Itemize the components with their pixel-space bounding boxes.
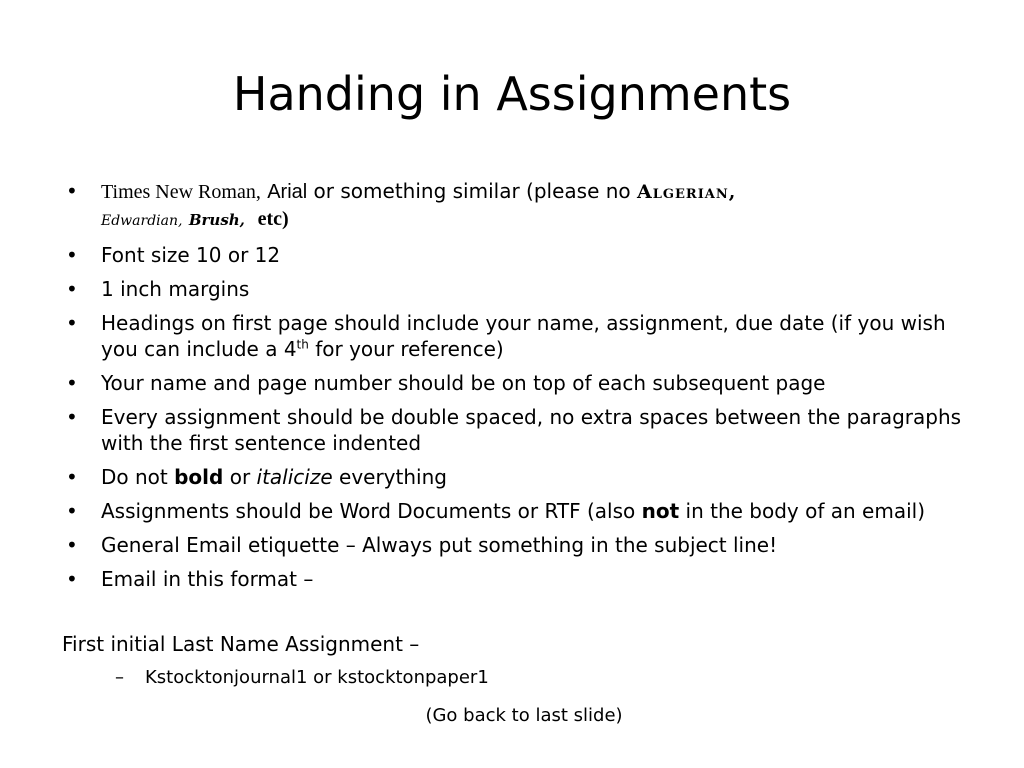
back-note: (Go back to last slide) <box>425 705 623 726</box>
font-arial-label: Arial <box>267 181 308 203</box>
bullet-text: Headings on first page should include your name, assignment, due date (if you wish you can include a 4 <box>101 311 946 361</box>
bullet-marker: • <box>66 311 78 335</box>
bullet-marker: • <box>66 533 78 557</box>
bold-word: bold <box>174 465 224 489</box>
bullet-text: General Email etiquette – Always put something in the subject line! <box>101 533 778 557</box>
bullet-text: Email in this format – <box>101 567 314 591</box>
bullet-list <box>62 178 982 600</box>
bullet-fonts <box>62 178 982 234</box>
bullet-text: 1 inch margins <box>101 277 250 301</box>
bullet-headings <box>62 310 982 362</box>
superscript-th: th <box>296 337 309 352</box>
bullet-text-after: everything <box>332 465 447 489</box>
format-line: First initial Last Name Assignment – <box>62 632 420 656</box>
bullet-font-size <box>62 242 982 268</box>
bullet-marker: • <box>66 405 78 429</box>
font-etc-label: etc) <box>257 208 289 230</box>
bullet-text: Your name and page number should be on top of each subsequent page <box>101 371 826 395</box>
bullet-bold-italic <box>62 464 982 490</box>
bullet-text: Assignments should be Word Documents or RTF (also <box>101 499 642 523</box>
bullet-text-after: for your reference) <box>308 337 504 361</box>
bullet-margins <box>62 276 982 302</box>
sub-bullet-example <box>115 666 489 690</box>
font-times-label: Times New Roman <box>101 181 256 203</box>
bullet-marker: • <box>66 567 78 591</box>
bullet-word-docs <box>62 498 982 524</box>
comma: , <box>255 181 261 203</box>
bullet-text: Every assignment should be double spaced, no extra spaces between the paragraphs with the first sentence indented <box>101 405 962 455</box>
bullet-name-page <box>62 370 982 396</box>
bullet-double-spaced <box>62 404 982 456</box>
font-edwardian-label: Edwardian, <box>101 213 183 229</box>
bullet-marker: • <box>66 465 78 489</box>
bullet-marker: • <box>66 179 78 203</box>
sub-bullet-text: Kstocktonjournal1 or kstocktonpaper1 <box>145 667 489 688</box>
italic-word: italicize <box>256 465 333 489</box>
dash-marker: – <box>115 667 124 688</box>
font-algerian-label: Algerian, <box>637 181 737 203</box>
bullet-text: Font size 10 or 12 <box>101 243 281 267</box>
bullet-marker: • <box>66 371 78 395</box>
fonts-text: or something similar (please no <box>307 179 637 203</box>
bullet-marker: • <box>66 499 78 523</box>
bullet-marker: • <box>66 277 78 301</box>
font-brush-label: Brush, <box>188 211 245 229</box>
bullet-text-mid: or <box>223 465 257 489</box>
bold-word: not <box>641 499 680 523</box>
bullet-format <box>62 566 982 592</box>
slide-title: Handing in Assignments <box>232 67 792 121</box>
bullet-text: Do not <box>101 465 175 489</box>
bullet-marker: • <box>66 243 78 267</box>
bullet-etiquette <box>62 532 982 558</box>
bullet-text-after: in the body of an email) <box>679 499 926 523</box>
